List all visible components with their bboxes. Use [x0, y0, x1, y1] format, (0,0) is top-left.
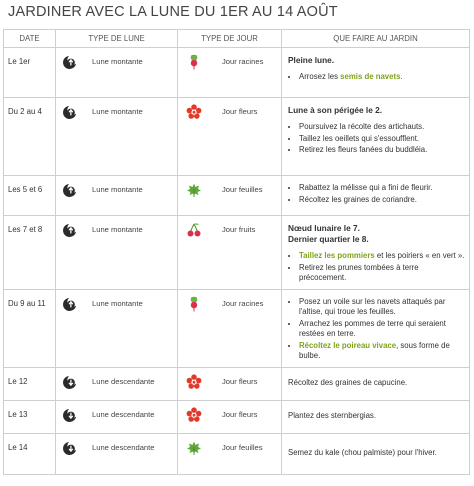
moon-type-label: Lune montante	[92, 185, 143, 194]
table-row	[4, 216, 470, 290]
todo-text: Retirez les fleurs fanées du buddléia.	[299, 145, 428, 154]
date-cell	[4, 400, 56, 433]
date-cell	[4, 98, 56, 176]
todo-list	[288, 297, 465, 362]
moon-rising-icon	[62, 297, 77, 312]
table-row	[4, 433, 470, 474]
leaf-icon	[186, 440, 202, 456]
flower-icon	[186, 407, 202, 423]
table-row	[4, 400, 470, 433]
todo-heading-line: Lune à son périgée le 2.	[288, 105, 383, 115]
moon-falling-icon	[62, 441, 77, 456]
day-type-cell	[178, 48, 282, 98]
day-type-label: Jour fleurs	[222, 409, 258, 419]
day-type-label: Jour fleurs	[222, 107, 258, 116]
table-header-row	[4, 30, 470, 48]
todo-list	[288, 122, 465, 156]
table-row	[4, 289, 470, 367]
moon-type-label: Lune montante	[92, 298, 143, 308]
todo-cell	[282, 289, 470, 367]
table-row	[4, 367, 470, 400]
moon-falling-icon	[62, 375, 77, 390]
day-type-label: Jour feuilles	[222, 442, 263, 452]
date-label: Le 1er	[8, 57, 31, 66]
flower-icon	[186, 374, 202, 390]
list-item	[299, 319, 465, 340]
date-label: Le 12	[8, 376, 28, 386]
todo-text: Récoltez les graines de coriandre.	[299, 194, 417, 204]
highlighted-link[interactable]: semis de navets	[340, 72, 401, 81]
date-cell	[4, 176, 56, 216]
date-cell	[4, 433, 56, 474]
date-label: Le 14	[8, 442, 28, 452]
moon-type-cell	[56, 216, 178, 290]
todo-heading-line: Nœud lunaire le 7.	[288, 223, 360, 233]
todo-text: Semez du kale (chou palmiste) pour l'hiver.	[288, 448, 437, 458]
page-title: JARDINER AVEC LA LUNE DU 1ER AU 14 AOÛT	[8, 4, 338, 20]
todo-text: Poursuivez la récolte des artichauts.	[299, 122, 425, 131]
header-todo: QUE FAIRE AU JARDIN	[282, 30, 470, 48]
radish-icon	[186, 296, 202, 312]
date-label: Les 5 et 6	[8, 185, 43, 194]
todo-text: Récoltez des graines de capucine.	[288, 378, 408, 388]
header-moon-type: TYPE DE LUNE	[56, 30, 178, 48]
moon-type-cell	[56, 400, 178, 433]
todo-cell	[282, 367, 470, 400]
moon-rising-icon	[62, 105, 77, 120]
moon-rising-icon	[62, 223, 77, 238]
todo-heading	[288, 223, 465, 245]
list-item	[299, 251, 465, 262]
moon-type-label: Lune descendante	[92, 376, 155, 386]
todo-text: Arrachez les pommes de terre qui seraient restées en terre.	[299, 318, 446, 338]
table-row	[4, 48, 470, 98]
moon-rising-icon	[62, 183, 77, 198]
table-row	[4, 176, 470, 216]
list-item	[299, 195, 465, 206]
day-type-cell	[178, 400, 282, 433]
date-cell	[4, 367, 56, 400]
header-day-type: TYPE DE JOUR	[178, 30, 282, 48]
todo-list	[288, 183, 465, 205]
list-item	[299, 297, 465, 318]
date-label: Le 13	[8, 409, 28, 419]
day-type-cell	[178, 367, 282, 400]
date-cell	[4, 289, 56, 367]
todo-heading	[288, 105, 465, 116]
table-row	[4, 98, 470, 176]
radish-icon	[186, 54, 202, 70]
moon-type-cell	[56, 367, 178, 400]
todo-list	[288, 251, 465, 284]
todo-text: Plantez des sternbergias.	[288, 411, 376, 421]
todo-text: et les poiriers « en vert ».	[374, 251, 465, 260]
day-type-label: Jour feuilles	[222, 185, 263, 194]
day-type-label: Jour fruits	[222, 225, 256, 234]
todo-text: , sous forme de bulbe.	[299, 340, 450, 360]
todo-cell	[282, 48, 470, 98]
todo-cell	[282, 216, 470, 290]
leaf-icon	[186, 182, 202, 198]
todo-heading-line: Pleine lune.	[288, 55, 335, 65]
day-type-label: Jour racines	[222, 57, 264, 66]
moon-type-label: Lune montante	[92, 107, 143, 116]
moon-falling-icon	[62, 408, 77, 423]
list-item	[299, 263, 465, 284]
header-date: DATE	[4, 30, 56, 48]
list-item	[299, 341, 465, 362]
date-label: Les 7 et 8	[8, 225, 43, 234]
todo-cell	[282, 98, 470, 176]
moon-type-cell	[56, 176, 178, 216]
date-label: Du 9 au 11	[8, 298, 46, 308]
todo-list	[288, 72, 465, 83]
moon-type-cell	[56, 98, 178, 176]
day-type-label: Jour fleurs	[222, 376, 258, 386]
todo-text: Arrosez les	[299, 72, 341, 81]
todo-cell	[282, 433, 470, 474]
moon-type-cell	[56, 433, 178, 474]
day-type-cell	[178, 216, 282, 290]
todo-text: Posez un voile sur les navets attaqués par l'altise, qui troue les feuilles.	[299, 296, 446, 316]
list-item	[299, 183, 465, 194]
date-cell	[4, 48, 56, 98]
todo-text: Rabattez la mélisse qui a fini de fleurir.	[299, 183, 433, 192]
day-type-cell	[178, 98, 282, 176]
cherry-icon	[186, 222, 202, 238]
todo-text: Taillez les oeillets qui s'essoufflent.	[299, 133, 420, 143]
flower-icon	[186, 104, 202, 120]
moon-type-label: Lune montante	[92, 57, 143, 66]
day-type-cell	[178, 289, 282, 367]
todo-text: Retirez les prunes tombées à terre précocement.	[299, 262, 419, 282]
day-type-cell	[178, 433, 282, 474]
todo-cell	[282, 400, 470, 433]
moon-type-label: Lune descendante	[92, 409, 155, 419]
moon-type-cell	[56, 48, 178, 98]
day-type-label: Jour racines	[222, 298, 264, 308]
todo-text: .	[400, 72, 403, 81]
highlighted-link[interactable]: Taillez les pommiers	[299, 251, 375, 260]
moon-type-label: Lune descendante	[92, 442, 155, 452]
list-item	[299, 72, 465, 83]
list-item	[299, 145, 465, 156]
lunar-calendar-table	[3, 29, 470, 475]
highlighted-link[interactable]: Récoltez le poireau vivace	[299, 340, 397, 350]
moon-type-label: Lune montante	[92, 225, 143, 234]
list-item	[299, 134, 465, 145]
list-item	[299, 122, 465, 133]
date-cell	[4, 216, 56, 290]
moon-rising-icon	[62, 55, 77, 70]
todo-cell	[282, 176, 470, 216]
moon-type-cell	[56, 289, 178, 367]
date-label: Du 2 au 4	[8, 107, 42, 116]
day-type-cell	[178, 176, 282, 216]
todo-heading-line: Dernier quartier le 8.	[288, 234, 369, 244]
todo-heading	[288, 55, 465, 66]
